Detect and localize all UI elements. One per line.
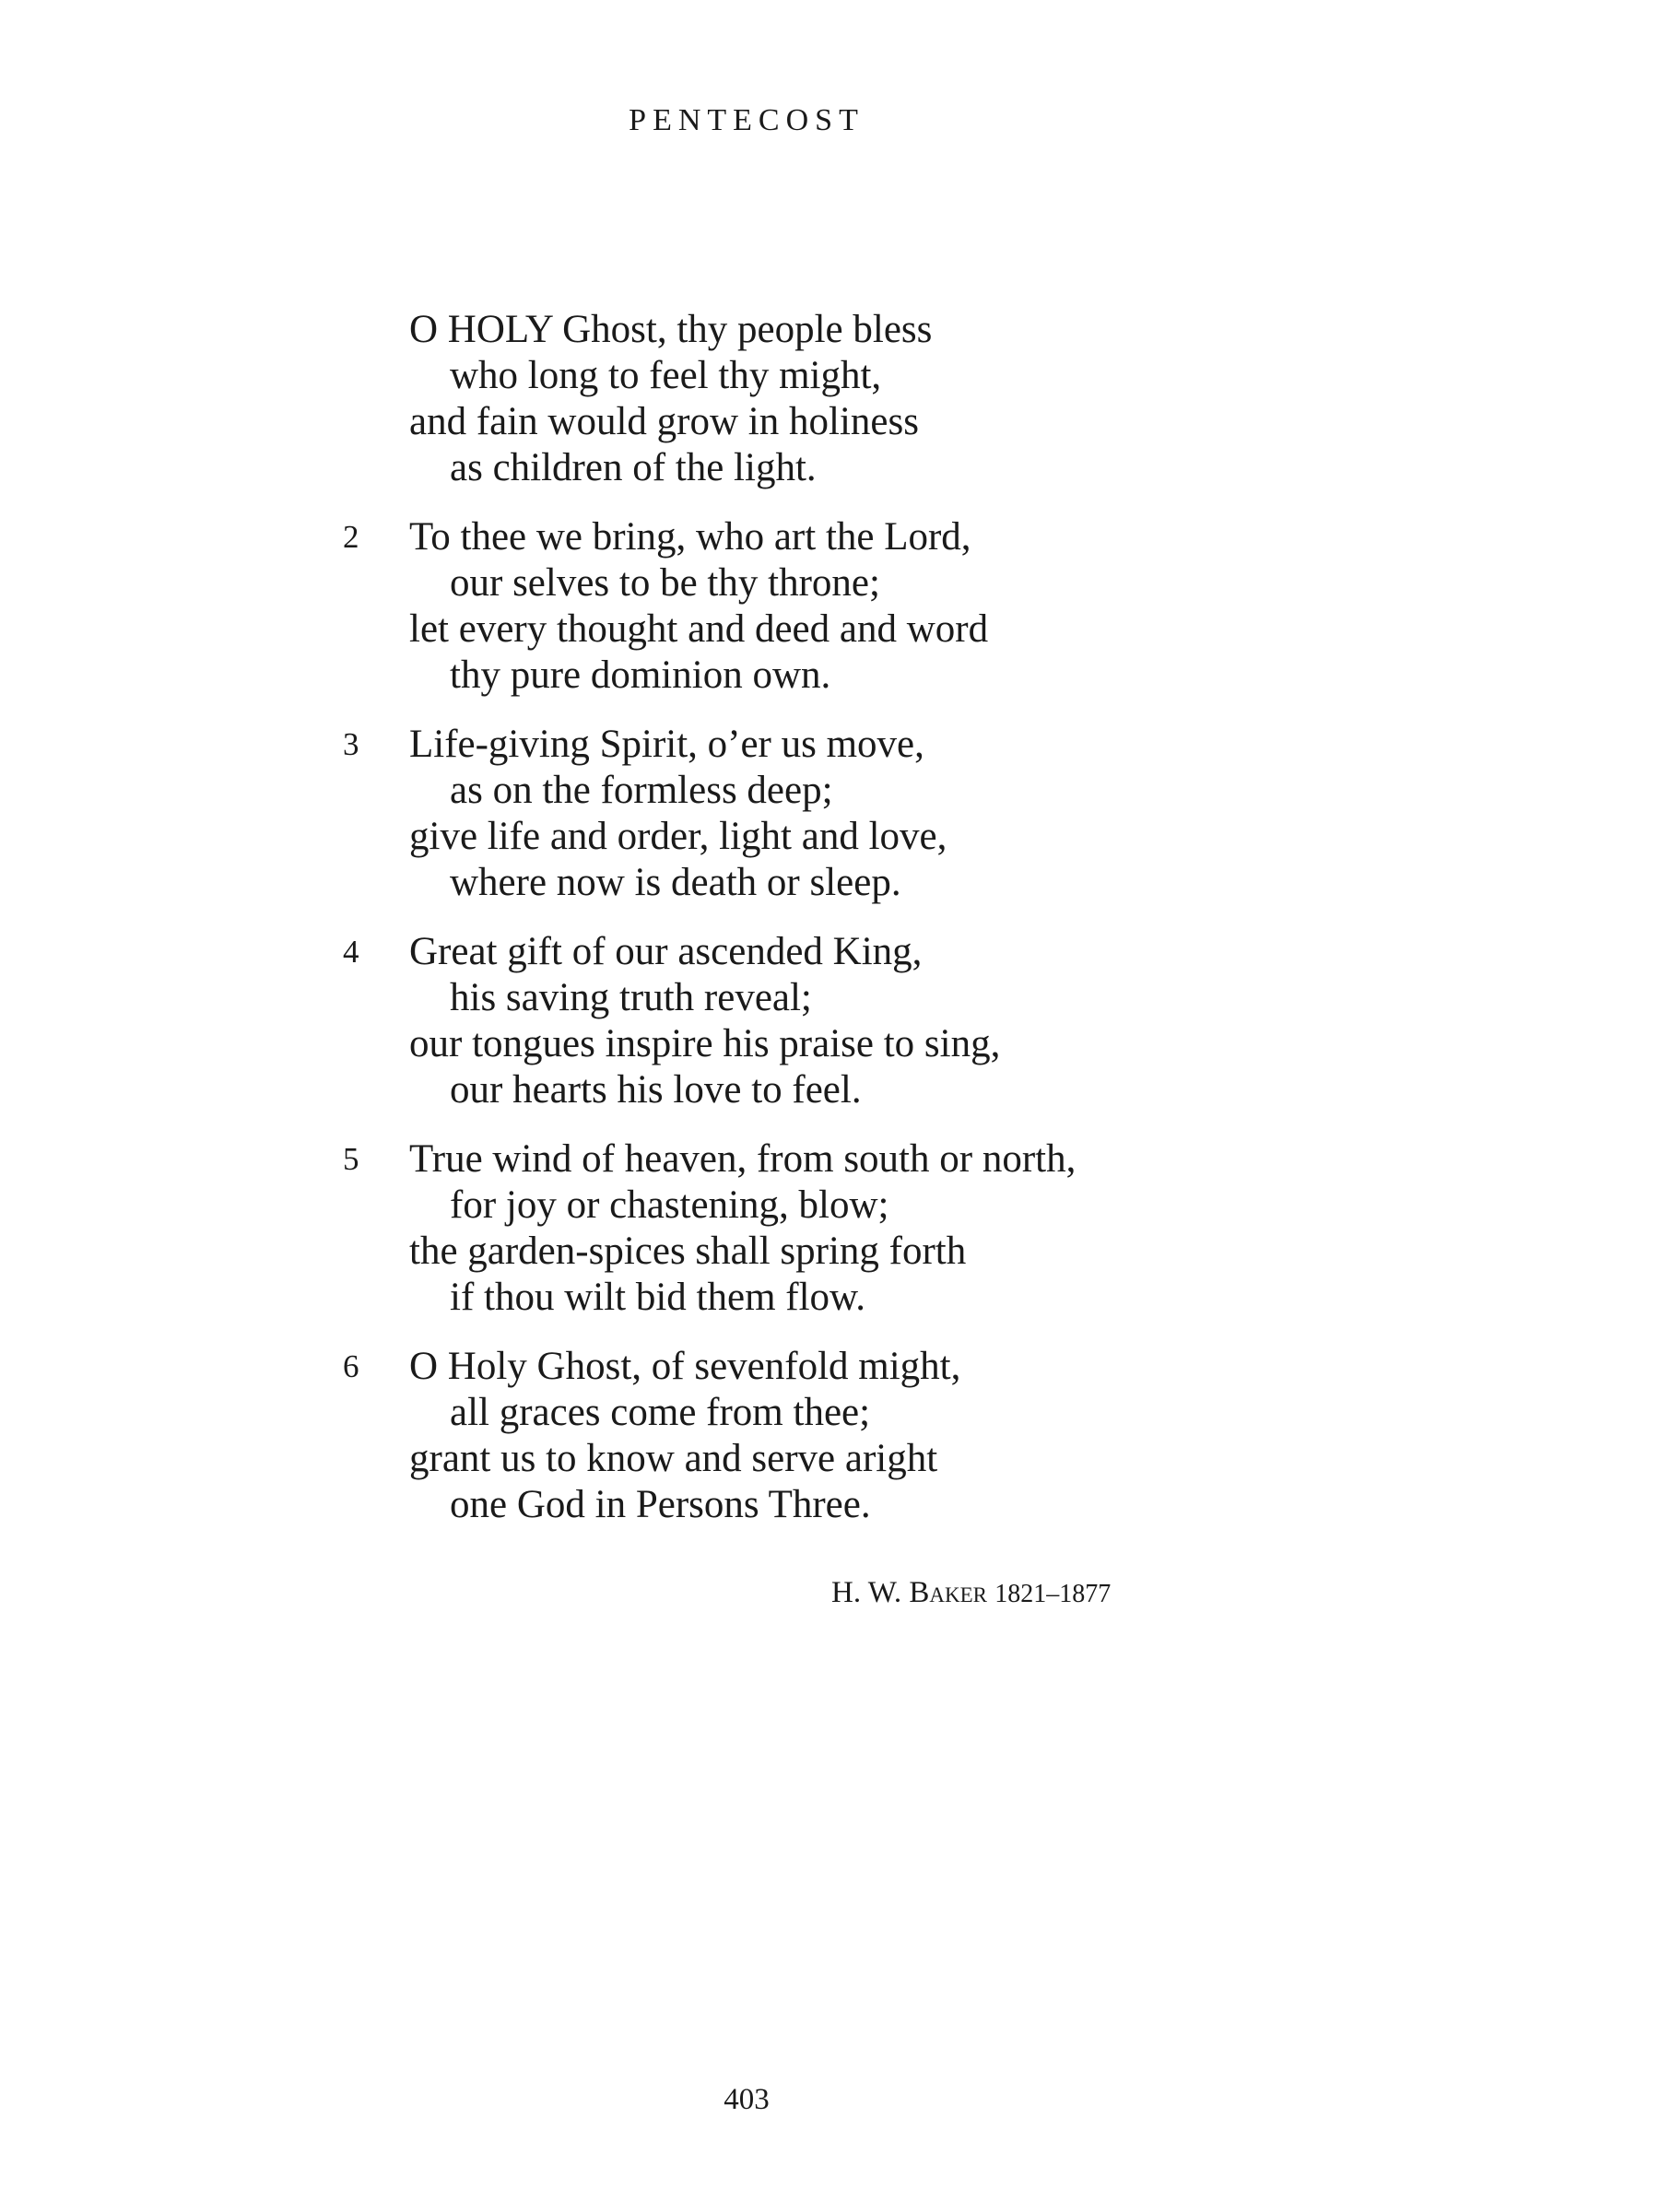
- verse-line: for joy or chastening, blow;: [450, 1183, 889, 1227]
- running-head: PENTECOST: [629, 103, 865, 137]
- verse-line: Great gift of our ascended King,: [409, 930, 923, 973]
- hymn-text: [343, 307, 1265, 1551]
- verse-line: one God in Persons Three.: [450, 1483, 871, 1526]
- verse-line: thy pure dominion own.: [450, 653, 831, 697]
- verse-line: his saving truth reveal;: [450, 976, 812, 1019]
- verse-line: as on the formless deep;: [450, 769, 833, 812]
- verse-line: all graces come from thee;: [450, 1391, 871, 1434]
- author-initials: H. W.: [831, 1576, 902, 1609]
- verse-2: [343, 514, 1265, 699]
- verse-line: O HOLY Ghost, thy people bless: [409, 308, 933, 351]
- verse-line: O Holy Ghost, of sevenfold might,: [409, 1345, 961, 1388]
- author-years: 1821–1877: [994, 1580, 1112, 1608]
- verse-number: 2: [343, 519, 359, 555]
- verse-line: True wind of heaven, from south or north,: [409, 1137, 1077, 1181]
- author-attribution: [831, 1576, 1111, 1610]
- verse-1: [343, 307, 1265, 491]
- verse-number: 4: [343, 934, 359, 970]
- verse-5: [343, 1136, 1265, 1321]
- verse-line: who long to feel thy might,: [450, 354, 882, 397]
- verse-line: give life and order, light and love,: [409, 815, 947, 858]
- verse-line: Life-giving Spirit, o’er us move,: [409, 723, 924, 766]
- page-number: 403: [724, 2083, 770, 2116]
- verse-line: as children of the light.: [450, 446, 817, 489]
- verse-number: 3: [343, 726, 359, 762]
- verse-4: [343, 929, 1265, 1113]
- verse-line: our tongues inspire his praise to sing,: [409, 1022, 1001, 1065]
- verse-line: the garden-spices shall spring forth: [409, 1230, 967, 1273]
- author-surname: Baker: [909, 1576, 987, 1609]
- verse-number: 6: [343, 1348, 359, 1384]
- verse-3: [343, 722, 1265, 906]
- verse-line: our hearts his love to feel.: [450, 1068, 862, 1112]
- verse-line: grant us to know and serve aright: [409, 1437, 938, 1480]
- verse-line: if thou wilt bid them flow.: [450, 1276, 866, 1319]
- verse-line: and fain would grow in holiness: [409, 400, 919, 443]
- verse-line: our selves to be thy throne;: [450, 561, 880, 605]
- verse-line: where now is death or sleep.: [450, 861, 901, 904]
- verse-6: [343, 1344, 1265, 1528]
- verse-line: let every thought and deed and word: [409, 607, 989, 651]
- verse-number: 5: [343, 1141, 359, 1177]
- verse-line: To thee we bring, who art the Lord,: [409, 515, 971, 559]
